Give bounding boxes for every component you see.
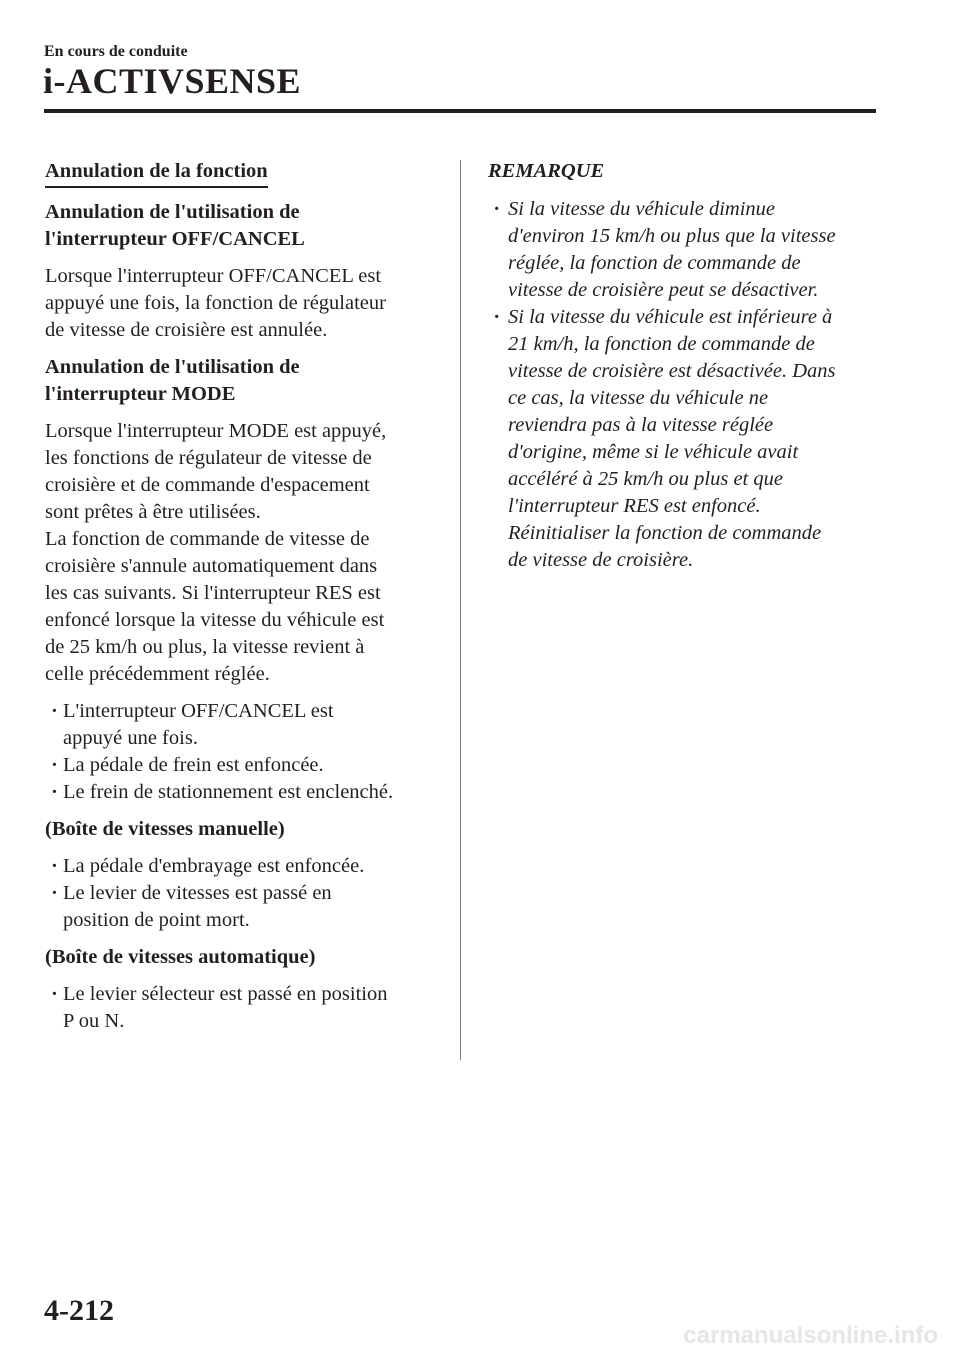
text-line: croisière s'annule automatiquement dans (45, 555, 378, 577)
list-item (45, 880, 445, 934)
bullet-icon: · (51, 882, 58, 904)
watermark: carmanualsonline.info (683, 1322, 938, 1349)
list-item (488, 196, 888, 304)
subheading-off-cancel (45, 199, 445, 253)
text-line: Si la vitesse du véhicule est inférieure à (508, 306, 833, 328)
text-line: La pédale de frein est enfoncée. (63, 754, 324, 776)
text-line: appuyé une fois. (63, 727, 198, 749)
bullet-icon: · (51, 754, 58, 776)
list-item (45, 698, 445, 752)
text-line: de vitesse de croisière. (508, 549, 694, 571)
bullet-icon: · (494, 306, 500, 328)
text-line: Le frein de stationnement est enclenché. (63, 781, 394, 803)
text-line: sont prêtes à être utilisées. (45, 501, 261, 523)
page-number: 4-212 (44, 1294, 114, 1327)
text-line: vitesse de croisière est désactivée. Dans (508, 360, 836, 382)
text-line: de 25 km/h ou plus, la vitesse revient à (45, 636, 365, 658)
text-line: l'interrupteur RES est enfoncé. (508, 495, 761, 517)
section-title: Annulation de la fonction (45, 158, 268, 188)
text-line: d'origine, même si le véhicule avait (508, 441, 799, 463)
subheading-manual: (Boîte de vitesses manuelle) (45, 818, 285, 840)
text-line: La fonction de commande de vitesse de (45, 528, 370, 550)
text-line: réglée, la fonction de commande de (508, 252, 801, 274)
text-line: Réinitialiser la fonction de commande (508, 522, 822, 544)
subheading-line: Annulation de l'utilisation de (45, 201, 300, 223)
text-line: enfoncé lorsque la vitesse du véhicule est (45, 609, 385, 631)
text-line: L'interrupteur OFF/CANCEL est (63, 700, 334, 722)
text-line: d'environ 15 km/h ou plus que la vitesse (508, 225, 836, 247)
text-line: position de point mort. (63, 909, 250, 931)
list-item (45, 779, 445, 806)
text-line: Lorsque l'interrupteur OFF/CANCEL est (45, 265, 382, 287)
subheading-automatic: (Boîte de vitesses automatique) (45, 946, 316, 968)
text-line: P ou N. (63, 1010, 125, 1032)
subheading-line: l'interrupteur MODE (45, 383, 236, 405)
text-line: La pédale d'embrayage est enfoncée. (63, 855, 365, 877)
bullet-icon: · (494, 198, 500, 220)
column-divider (460, 160, 461, 1060)
text-line: celle précédemment réglée. (45, 663, 270, 685)
subheading-line: l'interrupteur OFF/CANCEL (45, 228, 305, 250)
bullet-icon: · (51, 700, 58, 722)
paragraph-off-cancel (45, 263, 445, 344)
list-item (45, 853, 445, 880)
cancel-conditions-list (45, 698, 445, 806)
note-heading: REMARQUE (488, 160, 605, 182)
text-line: appuyé une fois, la fonction de régulateur (45, 292, 386, 314)
text-line: les cas suivants. Si l'interrupteur RES est (45, 582, 381, 604)
bullet-icon: · (51, 855, 58, 877)
text-line: croisière et de commande d'espacement (45, 474, 370, 496)
automatic-conditions-list (45, 981, 445, 1035)
text-line: reviendra pas à la vitesse réglée (508, 414, 774, 436)
paragraph-mode (45, 418, 445, 688)
text-line: Le levier de vitesses est passé en (63, 882, 332, 904)
text-line: Le levier sélecteur est passé en position (63, 983, 388, 1005)
section-label: En cours de conduite (44, 43, 188, 60)
text-line: Si la vitesse du véhicule diminue (508, 198, 775, 220)
left-column (45, 158, 445, 1045)
text-line: les fonctions de régulateur de vitesse de (45, 447, 372, 469)
text-line: ce cas, la vitesse du véhicule ne (508, 387, 769, 409)
right-column (488, 158, 888, 584)
bullet-icon: · (51, 983, 58, 1005)
list-item (45, 981, 445, 1035)
note-list (488, 196, 888, 574)
list-item (45, 752, 445, 779)
chapter-title: i-ACTIVSENSE (43, 61, 302, 101)
text-line: vitesse de croisière peut se désactiver. (508, 279, 819, 301)
subheading-mode (45, 354, 445, 408)
list-item (488, 304, 888, 574)
subheading-line: Annulation de l'utilisation de (45, 356, 300, 378)
header-divider (44, 109, 876, 113)
text-line: de vitesse de croisière est annulée. (45, 319, 328, 341)
bullet-icon: · (51, 781, 58, 803)
text-line: Lorsque l'interrupteur MODE est appuyé, (45, 420, 387, 442)
text-line: accéléré à 25 km/h ou plus et que (508, 468, 783, 490)
manual-conditions-list (45, 853, 445, 934)
text-line: 21 km/h, la fonction de commande de (508, 333, 815, 355)
